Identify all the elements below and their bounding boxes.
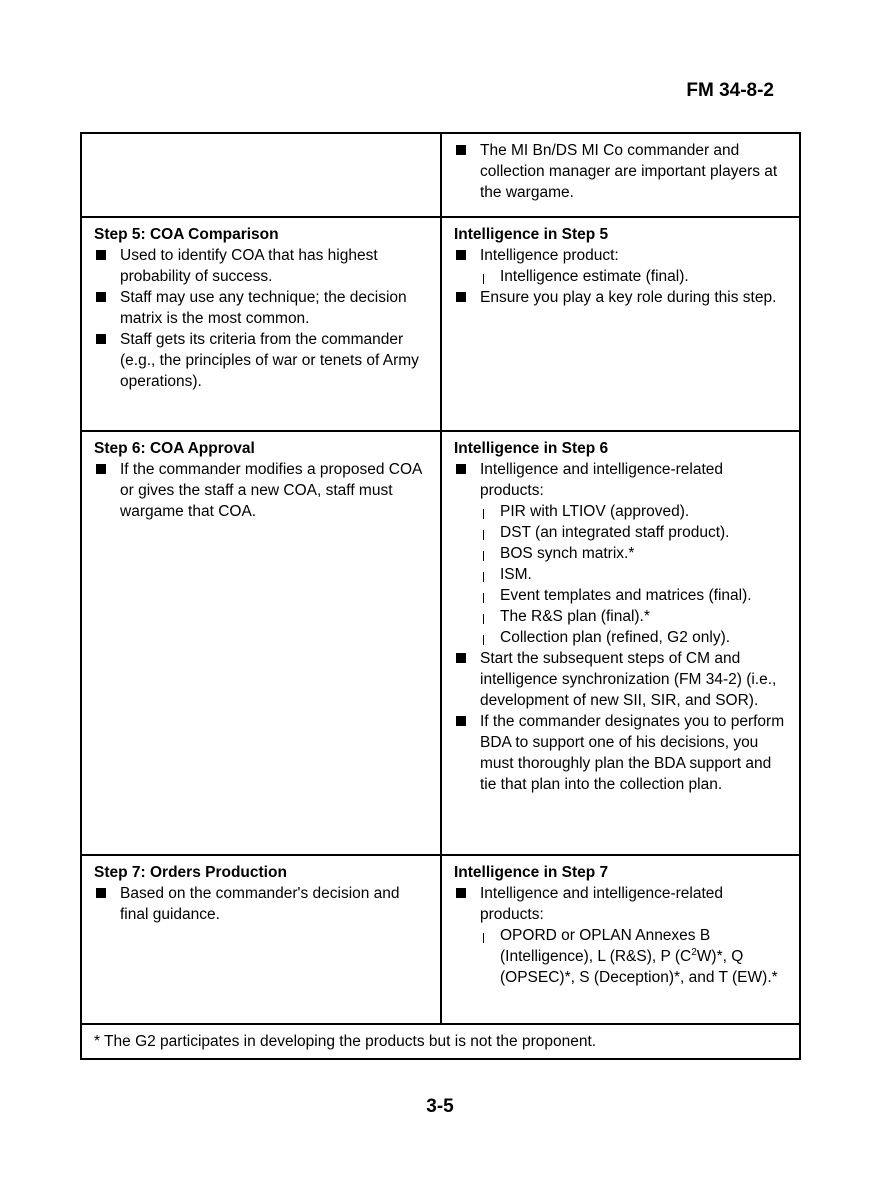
sub-list-item (480, 925, 789, 988)
list-item-text: Intelligence product: (480, 247, 619, 264)
list-item-text: Intelligence and intelligence-related products: (480, 885, 723, 923)
table-row (81, 133, 800, 217)
table-row (81, 431, 800, 855)
planning-steps-table (80, 132, 801, 1060)
step5-cell (81, 217, 441, 431)
list-item-text: Intelligence and intelligence-related products: (480, 461, 723, 499)
list-item: Ensure you play a key role during this step. (454, 287, 789, 308)
list-item: Staff gets its criteria from the commander (e.g., the principles of war or tenets of Army operations). (94, 329, 430, 392)
list-item: Used to identify COA that has highest probability of success. (94, 245, 430, 287)
sub-list-item: PIR with LTIOV (approved). (480, 501, 789, 522)
table-row (81, 855, 800, 1024)
list-item: If the commander modifies a proposed COA or gives the staff a new COA, staff must wargame that COA. (94, 459, 430, 522)
list-item: Start the subsequent steps of CM and intelligence synchronization (FM 34-2) (i.e., development of new SII, SIR, and SOR). (454, 648, 789, 711)
intel-step7-heading: Intelligence in Step 7 (454, 864, 609, 881)
step7-heading: Step 7: Orders Production (94, 864, 287, 881)
list-item: If the commander designates you to perform BDA to support one of his decisions, you must thoroughly plan the BDA support and tie that plan into the collection plan. (454, 711, 789, 795)
list-item: Staff may use any technique; the decision matrix is the most common. (94, 287, 430, 329)
document-id: FM 34-8-2 (686, 80, 774, 101)
sub-list-item: BOS synch matrix.* (480, 543, 789, 564)
intel-step6-cell (441, 431, 800, 855)
step7-cell (81, 855, 441, 1024)
sub-list-item: DST (an integrated staff product). (480, 522, 789, 543)
sub-list-item: ISM. (480, 564, 789, 585)
annex-text-end: W)*, Q (OPSEC)*, S (Deception)*, and T (EW).* (500, 948, 778, 986)
list-item: Based on the commander's decision and final guidance. (94, 883, 430, 925)
list-item (454, 459, 789, 648)
list-item (454, 245, 789, 287)
intel-step5-cell (441, 217, 800, 431)
annex-text-start: OPORD or OPLAN Annexes B (Intelligence), L (R&S), P (C (500, 927, 711, 965)
superscript: 2 (691, 946, 697, 958)
step6-heading: Step 6: COA Approval (94, 440, 255, 457)
intel-step5-heading: Intelligence in Step 5 (454, 226, 609, 243)
list-item (454, 883, 789, 988)
intel-step7-cell (441, 855, 800, 1024)
table-row (81, 1024, 800, 1059)
sub-list-item: Intelligence estimate (final). (480, 266, 789, 287)
list-item: The MI Bn/DS MI Co commander and collection manager are important players at the wargame. (454, 140, 789, 203)
sub-list-item: Event templates and matrices (final). (480, 585, 789, 606)
table-row (81, 217, 800, 431)
footnote: * The G2 participates in developing the products but is not the proponent. (81, 1024, 800, 1059)
row1-right-cell (441, 133, 800, 217)
step5-heading: Step 5: COA Comparison (94, 226, 279, 243)
sub-list-item: Collection plan (refined, G2 only). (480, 627, 789, 648)
step6-cell (81, 431, 441, 855)
intel-step6-heading: Intelligence in Step 6 (454, 440, 609, 457)
row1-left-cell (81, 133, 441, 217)
page-number: 3-5 (426, 1096, 454, 1117)
sub-list-item: The R&S plan (final).* (480, 606, 789, 627)
